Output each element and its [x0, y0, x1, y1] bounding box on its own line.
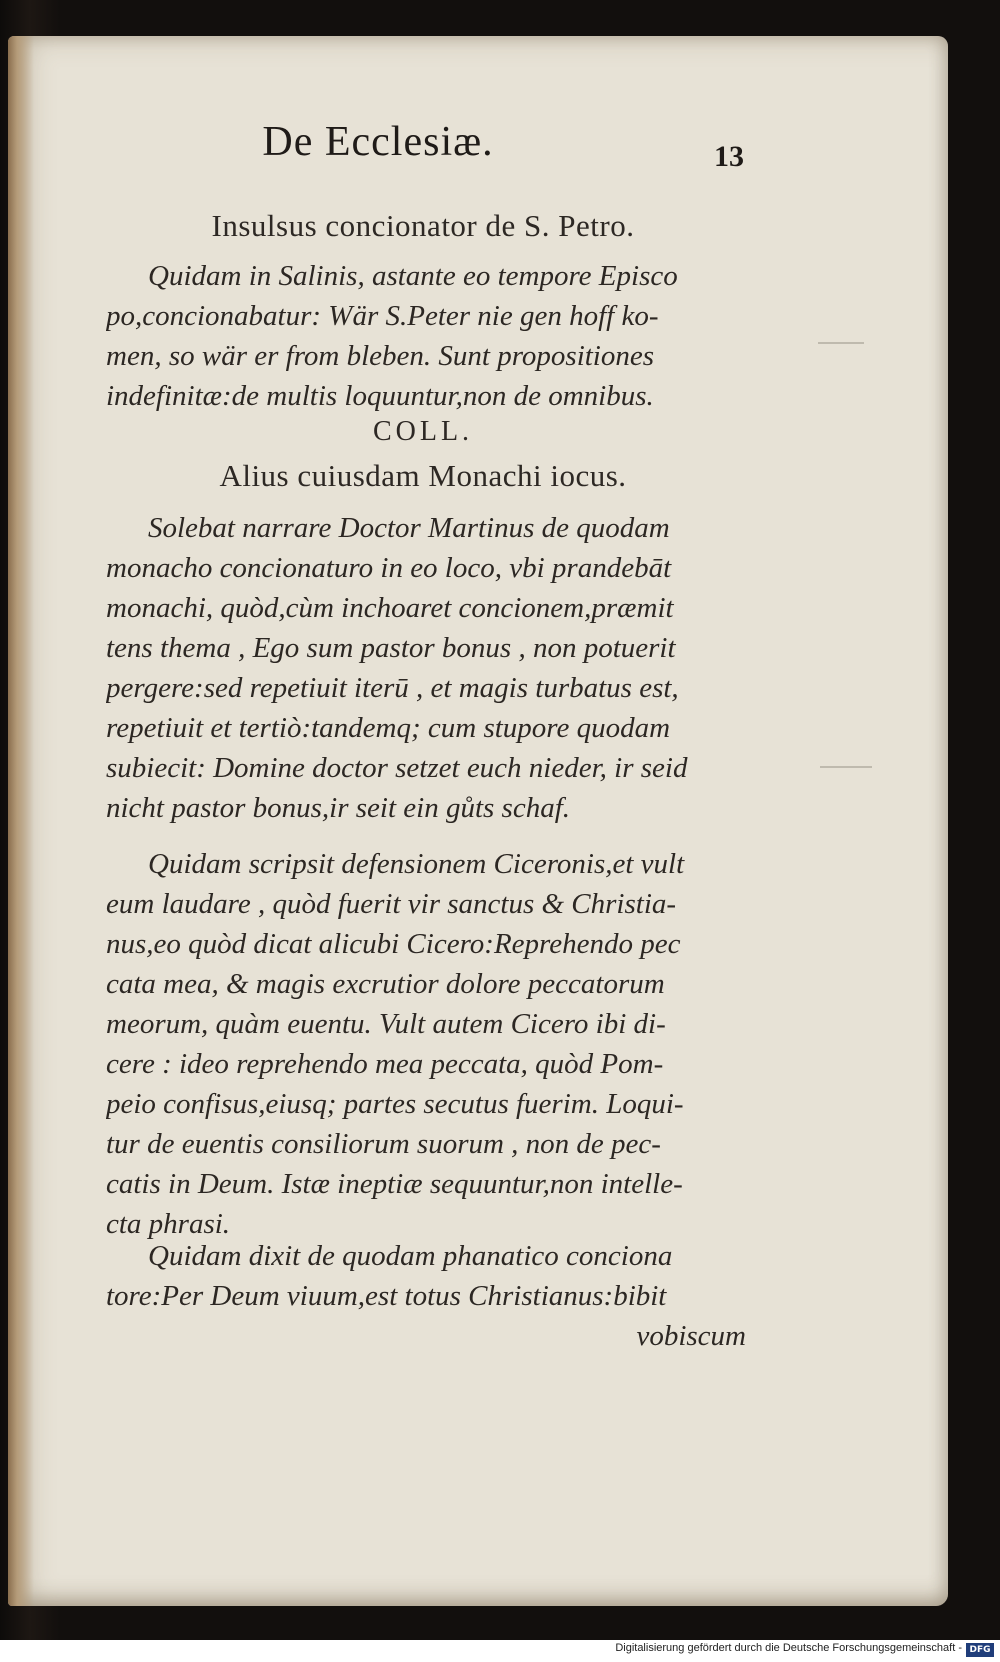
text-line: catis in Deum. Istæ ineptiæ sequuntur,non intelle- [106, 1168, 683, 1200]
catchword: vobiscum [636, 1320, 746, 1352]
text-line: repetiuit et tertiò:tandemq; cum stupore quodam [106, 712, 671, 744]
text-line: nicht pastor bonus,ir seit ein gůts schaf. [106, 792, 570, 824]
section-heading-petro: Insulsus concionator de S. Petro. [211, 208, 635, 243]
text-line: men, so wär er from bleben. Sunt propositiones [106, 340, 655, 372]
book-page [8, 36, 948, 1606]
text-line: peio confisus,eiusq; partes secutus fuerim. Loqui- [106, 1088, 684, 1120]
text-line: pergere:sed repetiuit iterū , et magis turbatus est, [106, 672, 679, 704]
page-number: 13 [714, 140, 744, 173]
section-marker-coll: COLL. [372, 416, 474, 447]
text-line: indefinitæ:de multis loquuntur,non de omnibus. [106, 380, 654, 412]
text-line: monachi, quòd,cùm inchoaret concionem,præmit [106, 592, 674, 624]
text-line: subiecit: Domine doctor setzet euch nieder, ir seid [106, 752, 688, 784]
text-line: cta phrasi. [106, 1208, 231, 1240]
text-line: cata mea, & magis excrutior dolore peccatorum [106, 968, 665, 1000]
page-gutter-shadow [8, 36, 34, 1606]
text-line: tur de euentis consiliorum suorum , non de pec- [106, 1128, 661, 1160]
paragraph-cicero [106, 844, 746, 1244]
funding-credit: Digitalisierung gefördert durch die Deutsche Forschungsgemeinschaft - [615, 1642, 962, 1654]
text-line: Quidam dixit de quodam phanatico conciona [148, 1240, 673, 1272]
dfg-logo-icon: DFG [966, 1643, 994, 1657]
text-line: Quidam scripsit defensionem Ciceronis,et vult [148, 848, 685, 880]
running-head: De Ecclesiæ. [262, 119, 494, 165]
text-line: tore:Per Deum viuum,est totus Christianus:bibit [106, 1280, 667, 1312]
text-line: cere : ideo reprehendo mea peccata, quòd Pom- [106, 1048, 664, 1080]
margin-pencil-mark [818, 342, 864, 344]
text-line: tens thema , Ego sum pastor bonus , non potuerit [106, 632, 676, 664]
text-line: po,concionabatur: Wär S.Peter nie gen hoff ko- [106, 300, 659, 332]
section-heading-monachi: Alius cuiusdam Monachi iocus. [219, 458, 627, 493]
margin-pencil-mark [820, 766, 872, 768]
digitization-footer [0, 1640, 1000, 1662]
text-line: monacho concionaturo in eo loco, vbi prandebāt [106, 552, 672, 584]
paragraph-monacho [106, 508, 746, 828]
text-line: eum laudare , quòd fuerit vir sanctus & Christia- [106, 888, 677, 920]
paragraph-phanatico [106, 1236, 746, 1356]
text-line: Solebat narrare Doctor Martinus de quodam [148, 512, 670, 544]
text-line: meorum, quàm euentu. Vult autem Cicero ibi di- [106, 1008, 666, 1040]
text-line: nus,eo quòd dicat alicubi Cicero:Reprehendo pec [106, 928, 681, 960]
text-line: Quidam in Salinis, astante eo tempore Episco [148, 260, 678, 292]
paragraph-salinis [106, 256, 746, 416]
